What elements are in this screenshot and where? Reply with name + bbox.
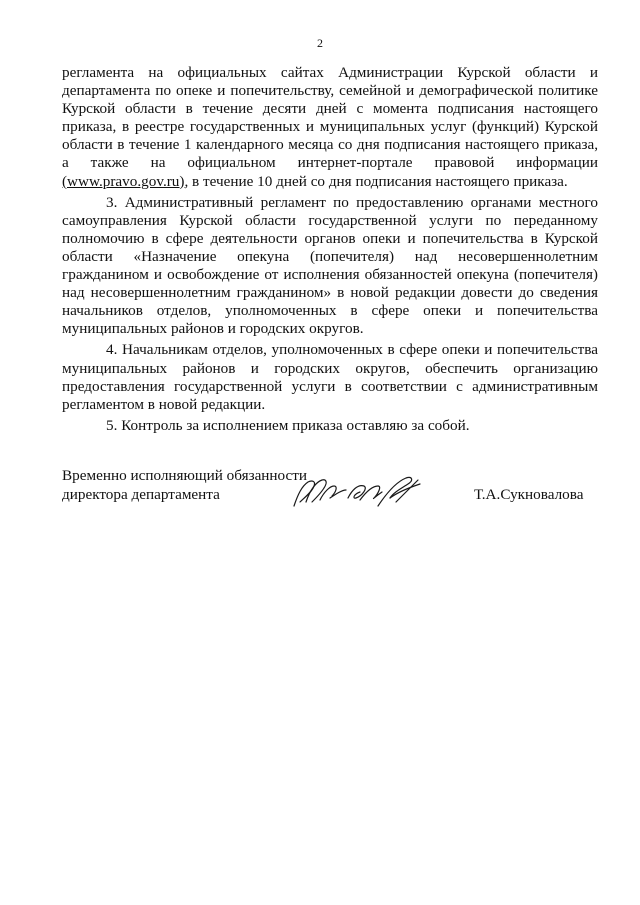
text-line: приказа, в реестре государственных и муниципальных услуг (функций) Курской — [62, 118, 598, 136]
text-line: над несовершеннолетним гражданином» в новой редакции довести до сведения — [62, 284, 598, 302]
signatory-title-line-1: Временно исполняющий обязанности — [62, 467, 308, 484]
text-line: муниципальных районов и городских округов. — [62, 320, 364, 338]
link-tail-text: , в течение 10 дней со дня подписания настоящего приказа. — [184, 172, 568, 190]
text-line: начальников отделов, уполномоченных в сфере опеки и попечительства — [62, 302, 598, 320]
document-body — [62, 64, 598, 435]
text-line: гражданином и освобождение от исполнения обязанностей опекуна (попечителя) — [62, 266, 598, 284]
page-number: 2 — [317, 36, 323, 50]
text-line: муниципальных районов и городских округов, обеспечить организацию — [62, 359, 598, 377]
text-line: департамента по опеке и попечительству, семейной и демографической политике — [62, 82, 598, 100]
text-line: предоставления государственной услуги в соответствии с административным — [62, 377, 598, 395]
paragraph-3-first-line: 3. Административный регламент по предоставлению органами местного — [106, 193, 598, 211]
text-line: регламента на официальных сайтах Администрации Курской области и — [62, 64, 598, 81]
text-line: области «Назначение опекуна (попечителя) над несовершеннолетним — [62, 247, 598, 265]
text-line-with-link — [62, 173, 598, 191]
text-line: полномочию в сфере деятельности органов опеки и попечительства в Курской — [62, 229, 598, 247]
handwritten-signature — [286, 472, 436, 514]
text-line: а также на официальном интернет-портале правовой информации — [62, 154, 598, 172]
pravo-gov-link[interactable]: (www.pravo.gov.ru) — [62, 172, 185, 190]
text-line: регламентом в новой редакции. — [62, 395, 266, 413]
signatory-title-line-2: директора департамента — [62, 486, 220, 503]
text-line: самоуправления Курской области государственной услуги по переданному — [62, 211, 598, 229]
signatory-name: Т.А.Сукновалова — [474, 486, 584, 503]
paragraph-4-first-line: 4. Начальникам отделов, уполномоченных в сфере опеки и попечительства — [106, 341, 598, 359]
text-line: области в течение 1 календарного месяца со дня подписания настоящего приказа, — [62, 136, 598, 154]
paragraph-5-line: 5. Контроль за исполнением приказа оставляю за собой. — [106, 416, 470, 434]
text-line: Курской области в течение десяти дней с момента подписания настоящего — [62, 100, 598, 118]
